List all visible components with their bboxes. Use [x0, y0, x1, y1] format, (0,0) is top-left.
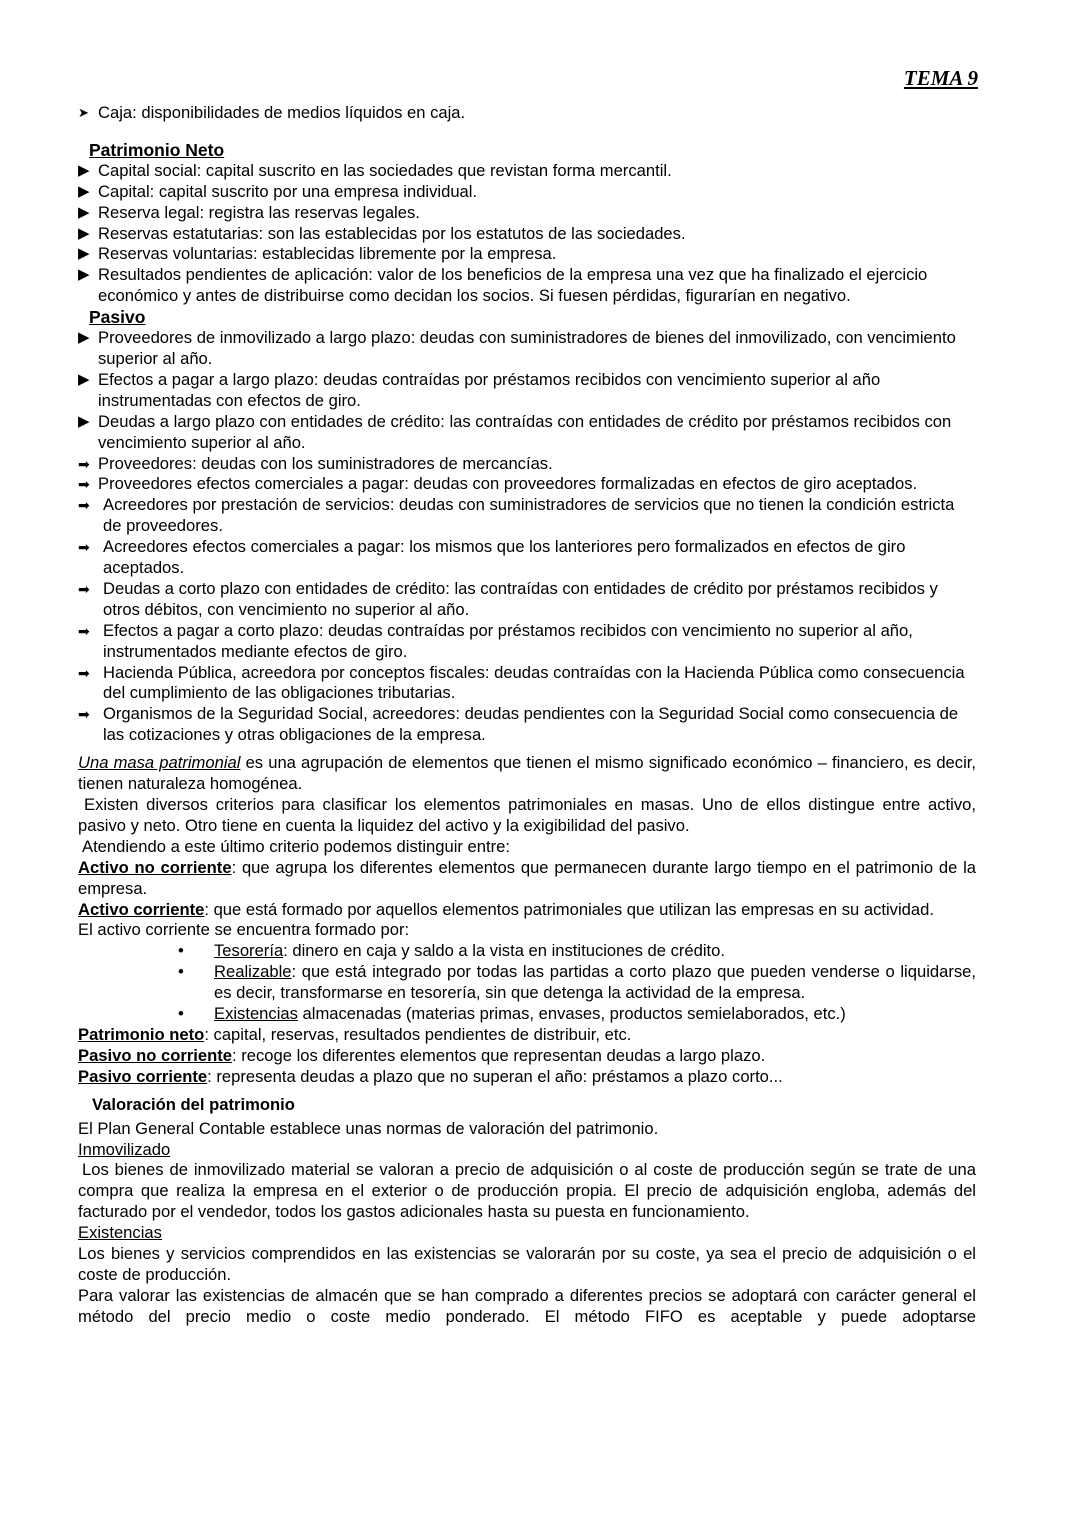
list-item: ▶ Resultados pendientes de aplicación: valor de los beneficios de la empresa una vez que ha finalizado el ejercicio económico y antes de distribuirse como decidan los socios. Si fuesen pérdidas, figurarían en negativo. — [78, 265, 928, 306]
list-item: ▶ Reservas voluntarias: establecidas libremente por la empresa. — [78, 244, 557, 264]
patrimonio-neto-heading: Patrimonio Neto — [89, 139, 225, 160]
dot-bullet-icon: • — [178, 1004, 184, 1024]
atendiendo-paragraph: Atendiendo a este último criterio podemos distinguir entre: — [82, 836, 510, 856]
activo-no-corriente-term: Activo no corriente — [78, 857, 232, 877]
triangle-bullet-icon: ▶ — [78, 182, 90, 200]
arrow-bullet-icon: ➡ — [78, 476, 90, 493]
activo-no-corriente-paragraph: Activo no corriente: que agrupa los diferentes elementos que permanecen durante largo tiempo en el patrimonio de la empresa. — [78, 857, 976, 898]
valoracion-heading: Valoración del patrimonio — [92, 1094, 295, 1114]
activo-corriente-intro: El activo corriente se encuentra formado por: — [78, 920, 410, 940]
list-item: ▶ Capital social: capital suscrito en las sociedades que revistan forma mercantil. — [78, 160, 672, 180]
triangle-bullet-icon: ▶ — [78, 161, 90, 179]
pasivo-list — [78, 328, 976, 746]
existencias-paragraph-2: Para valorar las existencias de almacén que se han comprado a diferentes precios se adoptará con carácter general el método del precio medio o coste medio ponderado. El método FIFO es aceptable y puede adoptarse — [78, 1285, 976, 1326]
activo-corriente-paragraph: Activo corriente: que está formado por aquellos elementos patrimoniales que utilizan las empresas en su actividad. — [78, 899, 934, 919]
existencias-subheading: Existencias — [78, 1223, 162, 1243]
arrow-bullet-icon: ➡ — [78, 497, 90, 514]
list-item: • Realizable: que está integrado por todas las partidas a corto plazo que pueden venderse o liquidarse, es decir, transformarse en tesorería, sin que detenga la actividad de la empresa. — [178, 962, 976, 1003]
list-item: ▶ Reserva legal: registra las reservas legales. — [78, 202, 420, 222]
arrow-bullet-icon: ➡ — [78, 539, 90, 556]
arrow-bullet-icon: ➡ — [78, 706, 90, 723]
triangle-bullet-icon: ▶ — [78, 370, 90, 388]
list-item: ➡ Hacienda Pública, acreedora por conceptos fiscales: deudas contraídas con la Hacienda Pública como consecuencia del cumplimiento de las obligaciones tributarias. — [78, 662, 965, 703]
list-item: ➡ Acreedores por prestación de servicios: deudas con suministradores de servicios que no tienen la condición estricta de proveedores. — [78, 495, 955, 536]
inmovilizado-paragraph: Los bienes de inmovilizado material se valoran a precio de adquisición o al coste de producción según se trate de una compra que realiza la empresa en el exterior o de producción propia. El precio de adquisición engloba, además del facturado por el vendedor, todos los gastos adicionales hasta su puesta en funcionamiento. — [78, 1160, 976, 1222]
existencias-paragraph-1: Los bienes y servicios comprendidos en las existencias se valorarán por su coste, ya sea el precio de adquisición o el coste de producción. — [78, 1244, 976, 1284]
arrow-bullet-icon: ➡ — [78, 622, 90, 639]
document-body — [78, 103, 976, 1328]
triangle-bullet-icon: ▶ — [78, 245, 90, 263]
patrimonio-neto-list — [78, 161, 976, 307]
triangle-bullet-icon: ▶ — [78, 266, 90, 284]
criterios-paragraph: Existen diversos criterios para clasificar los elementos patrimoniales en masas. Uno de ellos distingue entre activo, pasivo y neto. Otro tiene en cuenta la liquidez del activo y la exigibilidad del pasivo. — [78, 795, 976, 835]
list-item: ➡ Organismos de la Seguridad Social, acreedores: deudas pendientes con la Seguridad Social como consecuencia de las cotizaciones y otras obligaciones de la empresa. — [78, 704, 959, 745]
patrimonio-neto-def: Patrimonio neto: capital, reservas, resultados pendientes de distribuir, etc. — [78, 1024, 632, 1044]
list-item: ➡ Deudas a corto plazo con entidades de crédito: las contraídas con entidades de crédito por préstamos recibidos y otros débitos, con vencimiento no superior al año. — [78, 578, 938, 619]
triangle-bullet-icon: ▶ — [78, 203, 90, 221]
arrowhead-bullet-icon: ➤ — [78, 105, 89, 120]
triangle-bullet-icon: ▶ — [78, 329, 90, 347]
list-item: ▶ Capital: capital suscrito por una empresa individual. — [78, 181, 478, 201]
list-item: ➡ Proveedores efectos comerciales a pagar: deudas con proveedores formalizadas en efectos de giro aceptados. — [78, 474, 918, 494]
dot-bullet-icon: • — [178, 962, 184, 982]
arrow-bullet-icon: ➡ — [78, 664, 90, 681]
activo-corriente-term: Activo corriente — [78, 899, 205, 919]
list-item: ▶ Efectos a pagar a largo plazo: deudas contraídas por préstamos recibidos con vencimiento superior al año instrumentadas con efectos de giro. — [78, 369, 881, 410]
list-item: • Existencias almacenadas (materias primas, envases, productos semielaborados, etc.) — [178, 1004, 846, 1024]
triangle-bullet-icon: ▶ — [78, 412, 90, 430]
list-item: ➡ Proveedores: deudas con los suministradores de mercancías. — [78, 453, 553, 473]
arrow-bullet-icon: ➡ — [78, 580, 90, 597]
activo-corriente-list — [78, 941, 976, 1025]
tema-heading: TEMA 9 — [903, 66, 978, 90]
valoracion-intro: El Plan General Contable establece unas normas de valoración del patrimonio. — [78, 1118, 659, 1138]
list-item: • Tesorería: dinero en caja y saldo a la vista en instituciones de crédito. — [178, 941, 726, 961]
list-item: ▶ Proveedores de inmovilizado a largo plazo: deudas con suministradores de bienes del inmovilizado, con vencimiento superior al año. — [78, 328, 956, 368]
list-item: ▶ Reservas estatutarias: son las establecidas por los estatutos de las sociedades. — [78, 223, 686, 243]
arrow-bullet-icon: ➡ — [78, 455, 90, 472]
caja-item: ➤ Caja: disponibilidades de medios líquidos en caja. — [78, 103, 466, 122]
list-item: ▶ Deudas a largo plazo con entidades de crédito: las contraídas con entidades de crédito por préstamos recibidos con vencimiento superior al año. — [78, 411, 952, 452]
triangle-bullet-icon: ▶ — [78, 224, 90, 242]
inmovilizado-subheading: Inmovilizado — [78, 1139, 171, 1159]
dot-bullet-icon: • — [178, 941, 184, 961]
masa-term: Una masa patrimonial — [78, 753, 241, 773]
list-item: ➡ Acreedores efectos comerciales a pagar: los mismos que los lanteriores pero formalizados en efectos de giro aceptados. — [78, 537, 906, 578]
list-item: ➡ Efectos a pagar a corto plazo: deudas contraídas por préstamos recibidos con vencimiento no superior al año, instrumentados mediante efectos de giro. — [78, 620, 913, 661]
pasivo-no-corriente-def: Pasivo no corriente: recoge los diferentes elementos que representan deudas a largo plazo. — [78, 1045, 766, 1065]
pasivo-heading: Pasivo — [89, 307, 146, 328]
masa-patrimonial-paragraph: Una masa patrimonial es una agrupación de elementos que tienen el mismo significado económico – financiero, es decir, tienen naturaleza homogénea. — [78, 753, 976, 794]
pasivo-corriente-def: Pasivo corriente: representa deudas a plazo que no superan el año: préstamos a plazo corto... — [78, 1066, 783, 1086]
